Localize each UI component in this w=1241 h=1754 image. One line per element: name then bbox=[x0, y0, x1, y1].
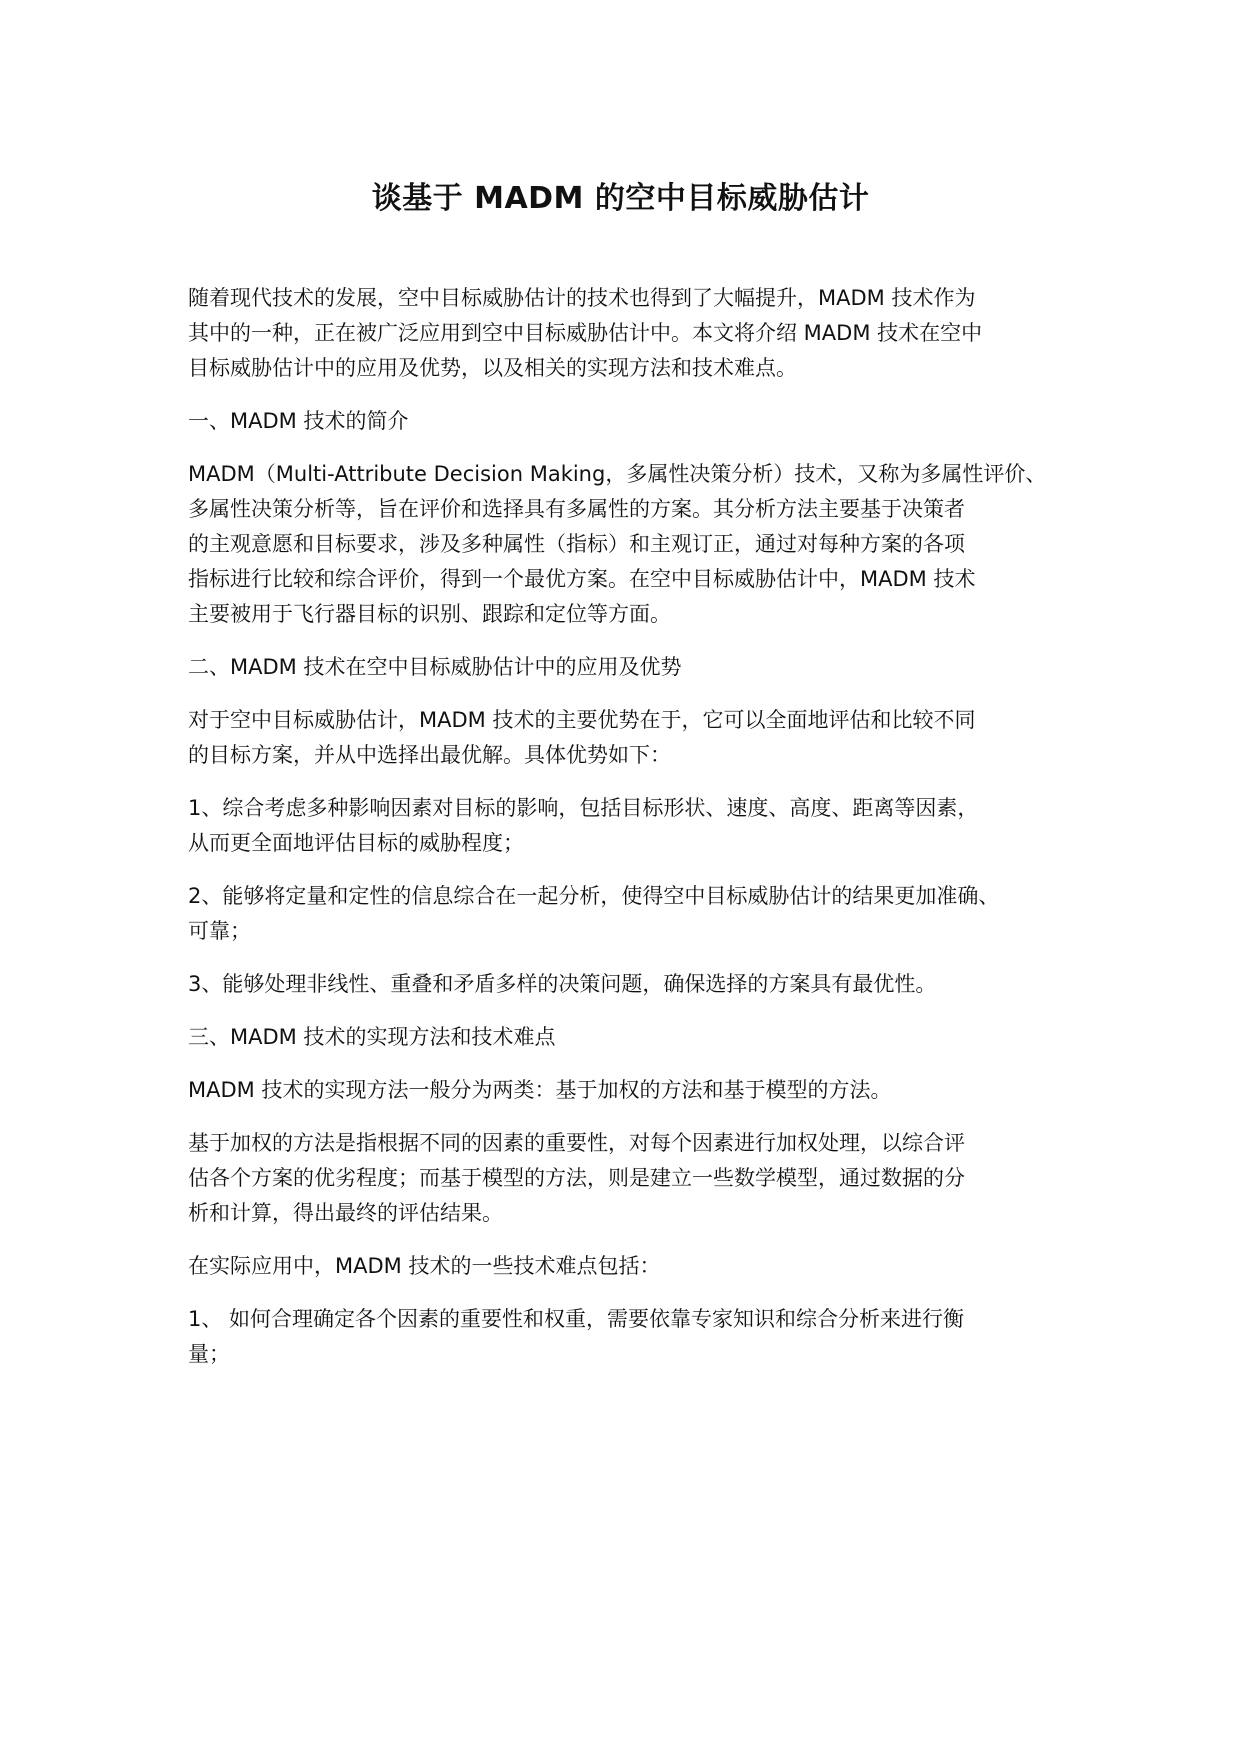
document-title: 谈基于 MADM 的空中目标威胁估计 bbox=[371, 181, 870, 216]
section-heading-1 bbox=[188, 404, 1068, 439]
paragraph-line: 1、 如何合理确定各个因素的重要性和权重，需要依靠专家知识和综合分析来进行衡 bbox=[188, 1307, 965, 1331]
paragraph-difficulties-intro bbox=[188, 1249, 1068, 1284]
paragraph-line: 基于加权的方法是指根据不同的因素的重要性，对每个因素进行加权处理，以综合评 bbox=[188, 1131, 965, 1155]
paragraph-line: 的目标方案，并从中选择出最优解。具体优势如下： bbox=[188, 743, 671, 767]
section-heading-3 bbox=[188, 1020, 1068, 1055]
paragraph-line: 其中的一种，正在被广泛应用到空中目标威胁估计中。本文将介绍 MADM 技术在空中 bbox=[188, 321, 983, 345]
difficulty-item-1 bbox=[188, 1302, 1068, 1372]
heading-line: 二、MADM 技术在空中目标威胁估计中的应用及优势 bbox=[188, 655, 682, 679]
paragraph-line: 主要被用于飞行器目标的识别、跟踪和定位等方面。 bbox=[188, 602, 671, 626]
section-heading-2 bbox=[188, 650, 1068, 685]
paragraph-methods bbox=[188, 1073, 1068, 1108]
paragraph-intro bbox=[188, 281, 1068, 386]
paragraph-line: 对于空中目标威胁估计，MADM 技术的主要优势在于，它可以全面地评估和比较不同 bbox=[188, 708, 976, 732]
paragraph-method-details bbox=[188, 1126, 1068, 1231]
advantage-item-2 bbox=[188, 879, 1068, 949]
paragraph-line: 可靠； bbox=[188, 919, 251, 943]
paragraph-line: 析和计算，得出最终的评估结果。 bbox=[188, 1201, 503, 1225]
paragraph-line: 量； bbox=[188, 1342, 230, 1366]
paragraph-advantages-intro bbox=[188, 703, 1068, 773]
paragraph-line: 1、综合考虑多种影响因素对目标的影响，包括目标形状、速度、高度、距离等因素， bbox=[188, 796, 979, 820]
paragraph-line: 目标威胁估计中的应用及优势，以及相关的实现方法和技术难点。 bbox=[188, 356, 797, 380]
paragraph-line: 估各个方案的优劣程度；而基于模型的方法，则是建立一些数学模型，通过数据的分 bbox=[188, 1166, 965, 1190]
paragraph-line: MADM 技术的实现方法一般分为两类：基于加权的方法和基于模型的方法。 bbox=[188, 1078, 892, 1102]
paragraph-line: 多属性决策分析等，旨在评价和选择具有多属性的方案。其分析方法主要基于决策者 bbox=[188, 497, 965, 521]
heading-line: 三、MADM 技术的实现方法和技术难点 bbox=[188, 1025, 556, 1049]
paragraph-line: 的主观意愿和目标要求，涉及多种属性（指标）和主观订正，通过对每种方案的各项 bbox=[188, 532, 965, 556]
heading-line: 一、MADM 技术的简介 bbox=[188, 409, 409, 433]
paragraph-line: 随着现代技术的发展，空中目标威胁估计的技术也得到了大幅提升，MADM 技术作为 bbox=[188, 286, 976, 310]
paragraph-line: MADM（Multi-Attribute Decision Making，多属性决策分析）技术，又称为多属性评价、 bbox=[188, 462, 1047, 486]
paragraph-madm-intro bbox=[188, 457, 1068, 632]
paragraph-line: 3、能够处理非线性、重叠和矛盾多样的决策问题，确保选择的方案具有最优性。 bbox=[188, 972, 937, 996]
advantage-item-3 bbox=[188, 967, 1068, 1002]
document-body bbox=[188, 281, 1068, 1390]
paragraph-line: 指标进行比较和综合评价，得到一个最优方案。在空中目标威胁估计中，MADM 技术 bbox=[188, 567, 976, 591]
paragraph-line: 从而更全面地评估目标的威胁程度； bbox=[188, 831, 524, 855]
paragraph-line: 在实际应用中，MADM 技术的一些技术难点包括： bbox=[188, 1254, 661, 1278]
advantage-item-1 bbox=[188, 791, 1068, 861]
paragraph-line: 2、能够将定量和定性的信息综合在一起分析，使得空中目标威胁估计的结果更加准确、 bbox=[188, 884, 1000, 908]
